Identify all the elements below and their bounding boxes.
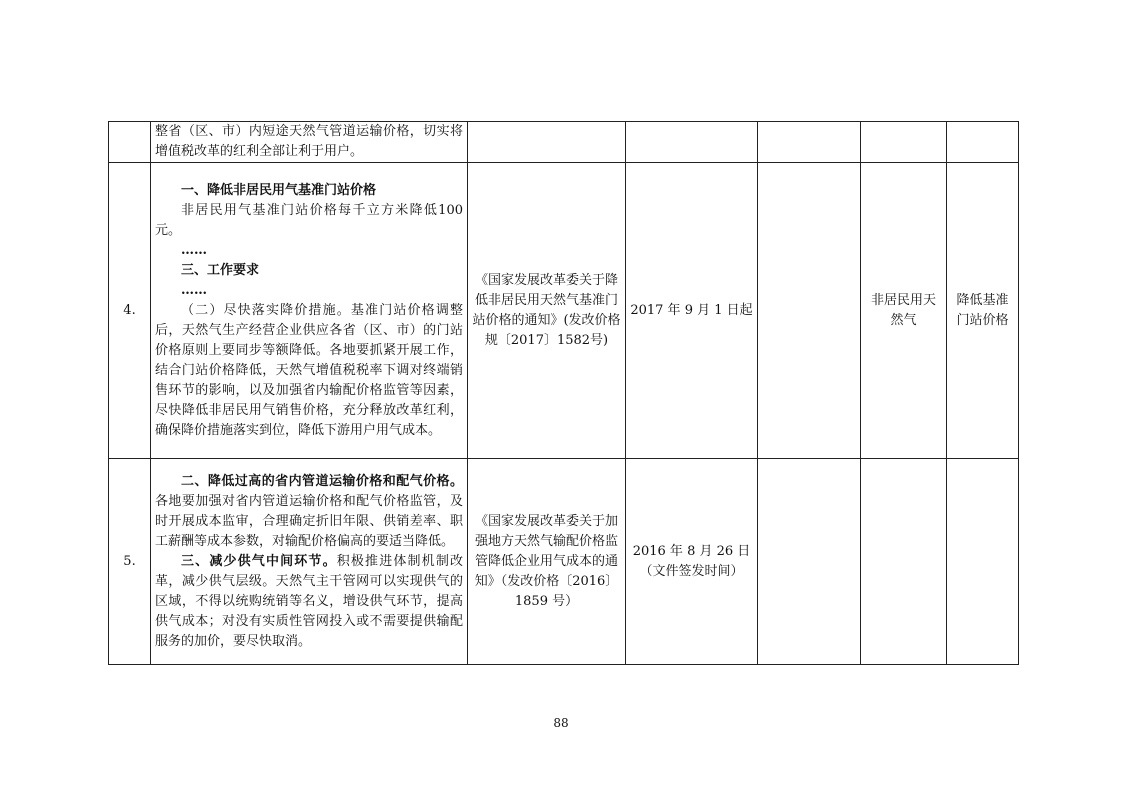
column-5-cell bbox=[758, 122, 861, 163]
text-run: 各地要加强对省内管道运输价格和配气价格监管，及时开展成本监审，合理确定折旧年限、供销差率、职工薪酬等成本参数，对输配价格偏高的要适当降低。 bbox=[155, 493, 463, 549]
content-paragraph bbox=[155, 301, 463, 441]
content-paragraph bbox=[155, 472, 463, 552]
bold-text-run: 二、降低过高的省内管道运输价格和配气价格。 bbox=[181, 473, 463, 489]
table-row bbox=[109, 459, 1019, 665]
bold-text-run: …… bbox=[181, 242, 207, 258]
effective-date bbox=[626, 122, 758, 163]
policy-content bbox=[151, 163, 468, 459]
content-paragraph bbox=[155, 281, 463, 301]
policy-content bbox=[151, 459, 468, 665]
bold-text-run: 三、工作要求 bbox=[181, 262, 260, 278]
source-document: 《国家发展改革委关于降低非居民用天然气基准门站价格的通知》(发改价格规〔2017〕1582号) bbox=[468, 163, 626, 459]
row-number: 4. bbox=[109, 163, 151, 459]
policy-measure bbox=[947, 459, 1019, 665]
content-paragraph bbox=[155, 201, 463, 241]
source-document bbox=[468, 122, 626, 163]
bold-text-run: 三、减少供气中间环节。 bbox=[181, 553, 337, 569]
content-paragraph bbox=[155, 122, 463, 162]
content-paragraph bbox=[155, 181, 463, 201]
applicable-scope bbox=[861, 459, 947, 665]
applicable-scope: 非居民用天然气 bbox=[861, 163, 947, 459]
text-run: 非居民用气基准门站价格每千立方米降低100元。 bbox=[155, 202, 463, 238]
text-run: 积极推进体制机制改革，减少供气层级。天然气主干管网可以实现供气的区域，不得以统购统销等名义，增设供气环节，提高供气成本；对没有实质性管网投入或不需要提供输配服务的加价，要尽快取消。 bbox=[155, 553, 463, 649]
column-5-cell bbox=[758, 163, 861, 459]
content-paragraph bbox=[155, 552, 463, 652]
effective-date: 2016 年 8 月 26 日（文件签发时间） bbox=[626, 459, 758, 665]
text-run: （二）尽快落实降价措施。基准门站价格调整后，天然气生产经营企业供应各省（区、市）的门站价格原则上要同步等额降低。各地要抓紧开展工作，结合门站价格降低，天然气增值税税率下调对终端销售环节的影响，以及加强省内输配价格监管等因素，尽快降低非居民用气销售价格，充分释放改革红利，确保降价措施落实到位，降低下游用户用气成本。 bbox=[155, 302, 463, 438]
content-paragraph bbox=[155, 241, 463, 261]
effective-date: 2017 年 9 月 1 日起 bbox=[626, 163, 758, 459]
table-row bbox=[109, 163, 1019, 459]
bold-text-run: 一、降低非居民用气基准门站价格 bbox=[181, 182, 377, 198]
row-number bbox=[109, 122, 151, 163]
applicable-scope bbox=[861, 122, 947, 163]
page-number: 88 bbox=[553, 716, 569, 730]
source-document: 《国家发展改革委关于加强地方天然气输配价格监管降低企业用气成本的通知》（发改价格〔2016〕1859 号） bbox=[468, 459, 626, 665]
table-body bbox=[109, 122, 1019, 665]
text-run: 整省（区、市）内短途天然气管道运输价格，切实将增值税改革的红利全部让利于用户。 bbox=[155, 124, 463, 159]
row-number: 5. bbox=[109, 459, 151, 665]
content-paragraph bbox=[155, 261, 463, 281]
policy-measure bbox=[947, 122, 1019, 163]
column-5-cell bbox=[758, 459, 861, 665]
bold-text-run: …… bbox=[181, 282, 207, 298]
table-row bbox=[109, 122, 1019, 163]
policy-content bbox=[151, 122, 468, 163]
policy-measure: 降低基准门站价格 bbox=[947, 163, 1019, 459]
policy-table bbox=[108, 121, 1019, 665]
